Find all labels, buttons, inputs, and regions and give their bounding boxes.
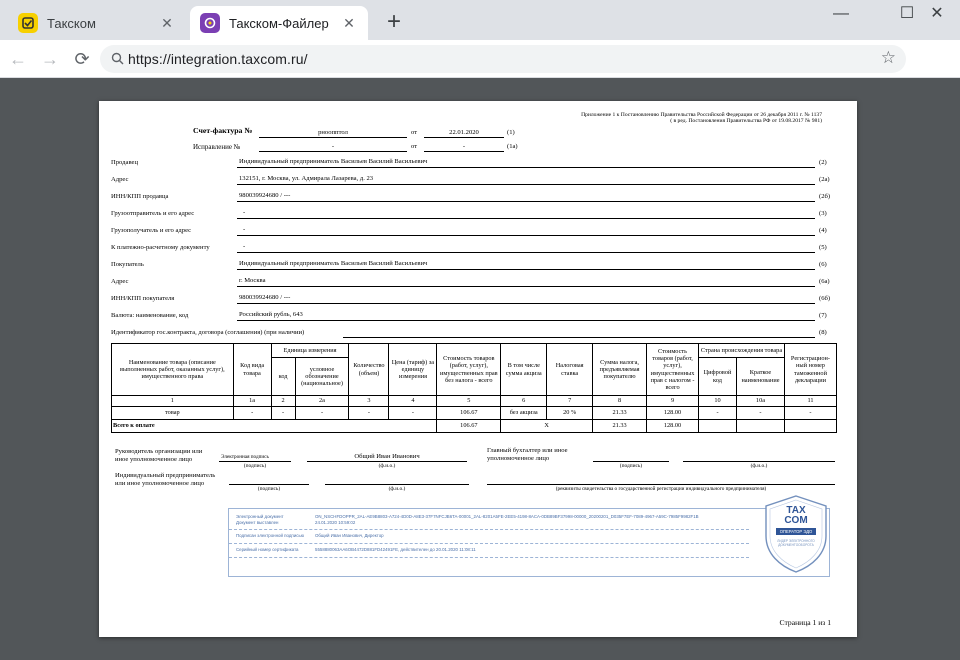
total-excise: X [501, 420, 593, 433]
header-unit-name: условное обозначение (национальное) [295, 358, 349, 396]
fio-caption: (ф.и.о.) [378, 463, 396, 469]
field-ref: (6б) [819, 295, 831, 302]
esign-sent-value: 24.01.2020 10:59:02 [315, 520, 356, 525]
field-ref: (7) [819, 312, 827, 319]
field-ref: (6а) [819, 278, 830, 285]
appendix-line1: Приложение 1 к Постановлению Правительства Российской Федерации от 26 декабря 2011 г. № 1137 [581, 112, 822, 118]
field-ref: (2а) [819, 176, 830, 183]
bookmark-star-icon[interactable]: ☆ [880, 48, 896, 67]
accountant-label: Главный бухгалтер или иное уполномоченное лицо [487, 447, 568, 462]
sign-caption: (подпись) [243, 463, 267, 469]
ip-label: Индивидуальный предприниматель или иное уполномоченное лицо [115, 472, 216, 487]
correction-ref: (1а) [507, 143, 518, 150]
fio-caption: (ф.и.о.) [750, 463, 768, 469]
field-label: ИНН/КПП покупателя [111, 295, 175, 302]
from-label: от [411, 129, 418, 136]
field-value: Российский рубль, 643 [239, 311, 303, 318]
field-ref: (2) [819, 159, 827, 166]
field-value: - [243, 209, 246, 216]
field-ref: (2б) [819, 193, 831, 200]
esign-doc-value: ON_NSCHFDOPPR_2AL-AE9B8803-A724-4D0D-A8E3-37F7NFCJB6TA-00001_2AL-8201A5FE-2EE5-4198-8ACA-0DB89BF37998-00000_20200201_D035F7EF-7089-4967-A59C-7985F9982F1B [315, 514, 699, 519]
tab-title: Такском [47, 15, 96, 31]
search-icon [110, 51, 126, 67]
header-tax-sum: Сумма налога, предъявляемая покупателю [593, 344, 647, 396]
total-row [112, 420, 837, 433]
url-text: https://integration.taxcom.ru/ [128, 51, 308, 67]
total-tax: 21.33 [593, 420, 647, 433]
tab-taxcom-filer[interactable] [190, 6, 368, 40]
field-label: Покупатель [111, 261, 144, 268]
field-label: Валюта: наименование, код [111, 312, 189, 319]
field-value: Индивидуальный предприниматель Васильев Василий Васильевич [239, 158, 428, 165]
close-window-icon[interactable]: ✕ [930, 5, 944, 22]
field-value: 132151, г. Москва, ул. Адмирала Лазарева, д. 23 [239, 175, 374, 182]
header-name: Наименование товара (описание выполненных работ, оказанных услуг), имущественного права [112, 344, 234, 396]
header-country-code: Цифровой код [699, 358, 737, 396]
correction-number: - [331, 143, 335, 150]
minimize-window-icon[interactable]: — [833, 5, 849, 22]
field-ref: (6) [819, 261, 827, 268]
field-label: ИНН/КПП продавца [111, 193, 169, 200]
back-arrow-icon[interactable]: ← [9, 49, 27, 69]
total-label: Всего к оплате [112, 420, 437, 433]
header-unit-code: код [271, 358, 295, 396]
tab-taxcom[interactable] [8, 6, 186, 40]
taxcom-logo-icon [18, 13, 38, 33]
header-excise: В том числе сумма акциза [501, 344, 547, 396]
number-ref: (1) [507, 129, 515, 136]
field-label: Адрес [111, 278, 129, 285]
sign-caption: (подпись) [619, 463, 643, 469]
header-price: Цена (тариф) за единицу измерения [389, 344, 437, 396]
field-label: Продавец [111, 159, 138, 166]
esign-cert-label: Серийный номер сертификата [236, 547, 299, 552]
correction-from-label: от [411, 143, 418, 150]
field-label: Идентификатор гос.контракта, договора (соглашения) (при наличии) [111, 329, 305, 336]
correction-label: Исправление № [193, 143, 241, 151]
esign-doc-label: Электронный документ [236, 514, 284, 519]
date-underline [424, 137, 504, 138]
appendix-line2: ( в ред. Постановления Правительства РФ от 19.08.2017 № 981) [670, 118, 822, 124]
header-cost-no-tax: Стоимость товаров (работ, услуг), имущественных прав без налога - всего [437, 344, 501, 396]
header-country-name: Краткое наименование [736, 358, 784, 396]
header-unit: Единица измерения [271, 344, 349, 358]
logo-badge: ОПЕРАТОР ЭДО [779, 529, 813, 534]
close-tab-icon[interactable]: ✕ [161, 15, 173, 31]
field-value: 980039924680 / --- [239, 192, 291, 199]
field-ref: (4) [819, 227, 827, 234]
logo-caption: ЛИДЕР ЭЛЕКТРОННОГО ДОКУМЕНТООБОРОТА [777, 539, 815, 547]
invoice-number: рноопптол [318, 129, 348, 136]
header-customs: Регистрацион-ный номер таможенной декларации [784, 344, 836, 396]
esign-sent-label: Документ выставлен [236, 520, 279, 525]
total-cost-no-tax: 106.67 [437, 420, 501, 433]
taxcom-filer-logo-icon [200, 13, 220, 33]
ip-registration-caption: (реквизиты свидетельства о государственной регистрации индивидуального предпринимателя) [555, 486, 767, 492]
maximize-window-icon[interactable]: ☐ [899, 5, 915, 22]
field-label: Грузоотправитель и его адрес [111, 210, 195, 217]
head-signature-text: Электронная подпись [221, 454, 269, 460]
forward-arrow-icon[interactable]: → [41, 49, 59, 69]
logo-com: COM [784, 515, 808, 526]
field-label: Адрес [111, 176, 129, 183]
goods-table [111, 343, 837, 433]
field-value: - [243, 226, 246, 233]
header-country: Страна происхождения товара [699, 344, 785, 358]
close-tab-icon[interactable]: ✕ [343, 15, 355, 31]
header-type-code: Код вида товара [233, 344, 271, 396]
esign-cert-value: 5558880063AA6OB4472D881FD42491FE, действителен до 20.01.2020 11:08:11 [315, 547, 476, 552]
total-cost-with-tax: 128.00 [647, 420, 699, 433]
page-number: Страница 1 из 1 [779, 618, 831, 627]
reload-icon[interactable]: ⟳ [74, 49, 90, 69]
number-underline [259, 137, 407, 138]
field-ref: (5) [819, 244, 827, 251]
tab-strip [0, 0, 960, 40]
field-label: Грузополучатель и его адрес [111, 227, 192, 234]
correction-underline [259, 151, 407, 152]
field-value: 980039924680 / --- [239, 294, 291, 301]
tab-title: Такском-Файлер [229, 15, 329, 31]
sign-caption: (подпись) [257, 486, 281, 492]
new-tab-plus-icon[interactable]: + [386, 8, 401, 35]
invoice-title: Счет-фактура № [193, 126, 253, 135]
esign-signer-value: Общий Иван Иванович, Директор [315, 533, 384, 538]
field-ref: (3) [819, 210, 827, 217]
header-quantity: Количество (объем) [349, 344, 389, 396]
esign-signer-label: Подписан электронной подписью [236, 533, 305, 538]
field-value: Индивидуальный предприниматель Васильев Василий Васильевич [239, 260, 428, 267]
document-viewer [0, 79, 960, 660]
field-ref: (8) [819, 329, 827, 336]
field-value: - [243, 243, 246, 250]
taxcom-operator-shield-icon [762, 494, 830, 574]
electronic-signature-stamp [228, 505, 830, 577]
column-numbers-row: 1 1а 2 2а 3 4 5 6 7 8 9 10 10а 11 [112, 396, 837, 407]
correction-date-underline [424, 151, 504, 152]
table-row: товар - - - - - 106.67 без акциза 20 % 21.33 128.00 - - - [112, 407, 837, 420]
correction-date: - [462, 143, 466, 150]
address-bar[interactable] [100, 45, 906, 73]
head-name: Общий Иван Иванович [354, 453, 420, 460]
header-tax-rate: Налоговая ставка [547, 344, 593, 396]
fio-caption: (ф.и.о.) [388, 486, 406, 492]
invoice-page [99, 101, 857, 637]
head-label: Руководитель организации или иное уполномоченное лицо [115, 448, 203, 463]
field-value: г. Москва [239, 277, 266, 284]
browser-toolbar [0, 40, 960, 78]
invoice-date: 22.01.2020 [449, 129, 479, 136]
logo-tax: TAX [786, 505, 806, 516]
field-label: К платежно-расчетному документу [111, 244, 210, 251]
header-cost-with-tax: Стоимость товаров (работ, услуг), имущественных прав с налогом - всего [647, 344, 699, 396]
